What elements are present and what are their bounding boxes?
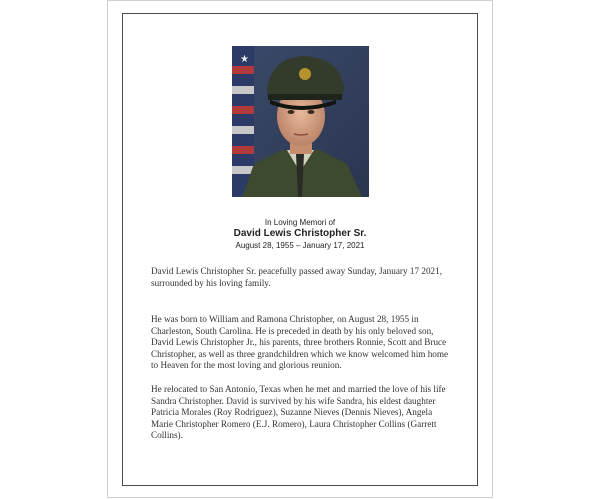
svg-text:★: ★ xyxy=(240,54,249,65)
memorial-intro: In Loving Memori of xyxy=(264,218,336,227)
obituary-paragraph: David Lewis Christopher Sr. peacefully passed away Sunday, January 17 2021, surrounded by his loving family. xyxy=(151,266,443,288)
portrait-photo xyxy=(232,46,369,197)
obituary-paragraph: He was born to William and Ramona Christopher, on August 28, 1955 in Charleston, South Carolina. He is preceded in death by his only beloved son, David Lewis Christopher Jr., his parents, three brothers Ronnie, Scott and Bruce Christopher, as well as three grandchildren which we know welcomed him home to Heaven for the most loving and glorious reunion. xyxy=(151,314,449,370)
memorial-name: David Lewis Christopher Sr. xyxy=(233,228,367,239)
obituary-paragraph: He relocated to San Antonio, Texas when he met and married the love of his life Sandra Christopher. David is survived by his wife Sandra, his eldest daughter Patricia Morales (Roy Rodriguez), Suzanne Nieves (Dennis Nieves), Angela Marie Christopher Romero (E.J. Romero), Laura Christopher Collins (Garrett Collins). xyxy=(151,384,446,440)
memorial-dates: August 28, 1955 – January 17, 2021 xyxy=(235,241,365,250)
portrait-image xyxy=(232,46,369,197)
